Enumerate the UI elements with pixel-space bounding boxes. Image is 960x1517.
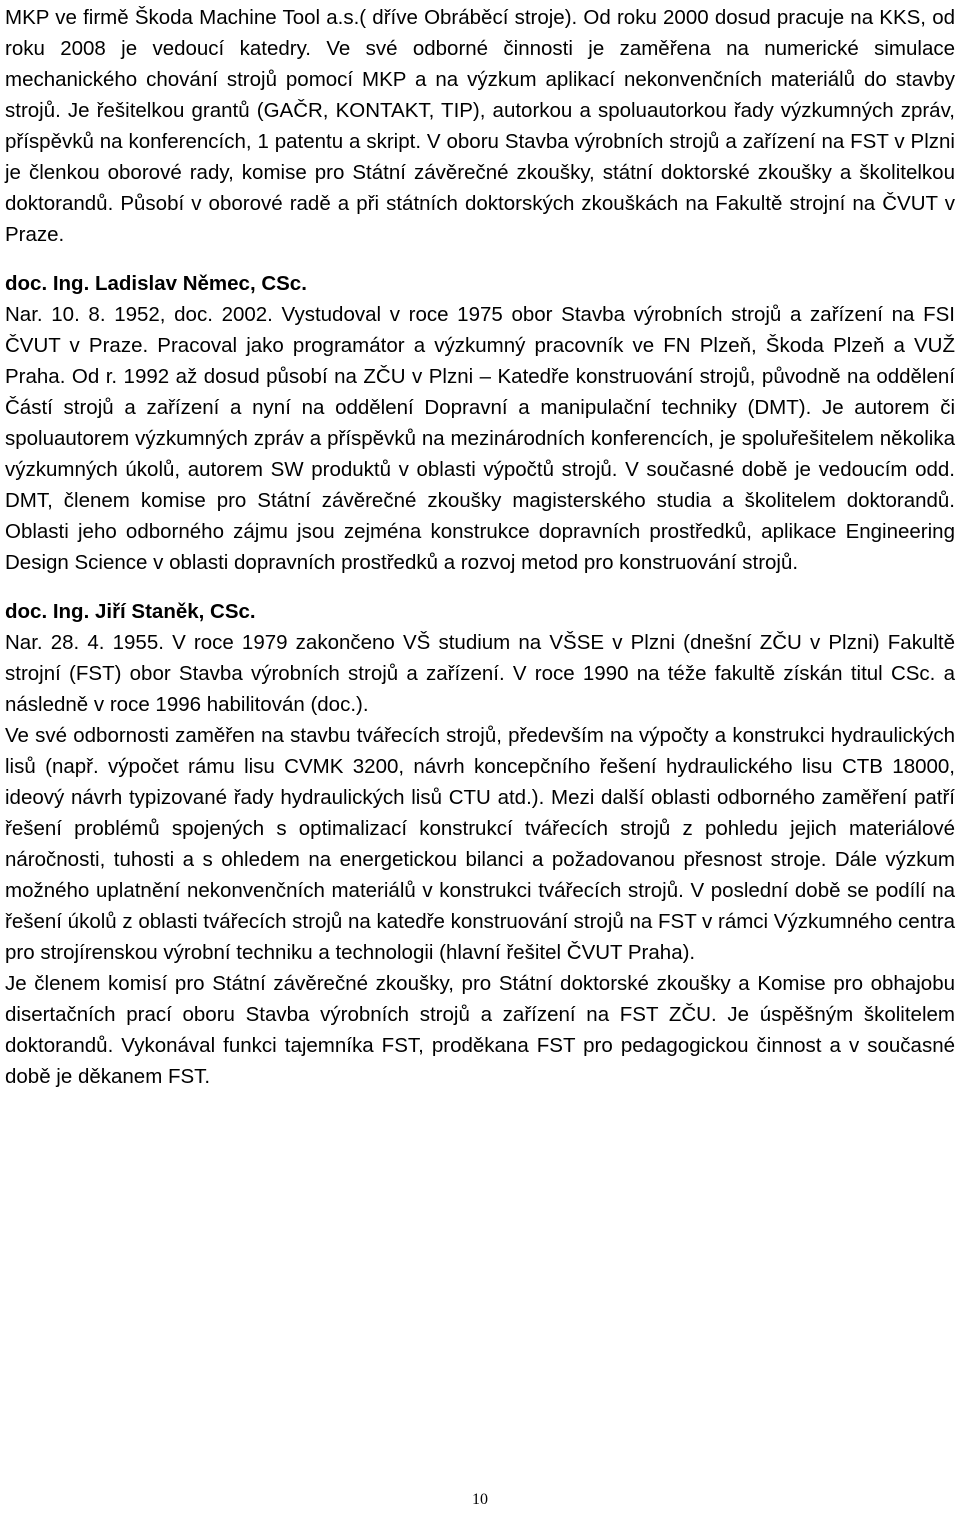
- person-name-stanek: doc. Ing. Jiří Staněk, CSc.: [5, 600, 256, 623]
- document-page: [5, 0, 955, 1092]
- person-bio-stanek-3: Je členem komisí pro Státní závěrečné zkoušky, pro Státní doktorské zkoušky a Komise pro obhajobu disertačních prací oboru Stavba výrobních strojů a zařízení na FST ZČU. Je úspěšným školitelem doktorandů. Vykonával funkci tajemníka FST, proděkana FST pro pedagogickou činnost a v současné době je děkanem FST.: [5, 972, 955, 1088]
- paragraph-intro: MKP ve firmě Škoda Machine Tool a.s.( dříve Obráběcí stroje). Od roku 2000 dosud pracuje na KKS, od roku 2008 je vedoucí katedry. Ve své odborné činnosti je zaměřena na numerické simulace mechanického chování strojů pomocí MKP a na výzkum aplikací nekonvenčních materiálů do stavby strojů. Je řešitelkou grantů (GAČR, KONTAKT, TIP), autorkou a spoluautorkou řady výzkumných zpráv, příspěvků na konferencích, 1 patentu a skript. V oboru Stavba výrobních strojů a zařízení na FST v Plzni je členkou oborové rady, komise pro Státní závěrečné zkoušky, státní doktorské zkoušky a školitelkou doktorandů. Působí v oborové radě a při státních doktorských zkouškách na Fakultě strojní na ČVUT v Praze.: [5, 6, 955, 246]
- page-number: 10: [472, 1491, 488, 1508]
- person-bio-nemec: Nar. 10. 8. 1952, doc. 2002. Vystudoval v roce 1975 obor Stavba výrobních strojů a zařízení na FSI ČVUT v Praze. Pracoval jako programátor a výzkumný pracovník ve FN Plzeň, Škoda Plzeň a VUŽ Praha. Od r. 1992 až dosud působí na ZČU v Plzni – Katedře konstruování strojů, původně na oddělení Částí strojů a zařízení a nyní na oddělení Dopravní a manipulační techniky (DMT). Je autorem či spoluautorem výzkumných zpráv a příspěvků na mezinárodních konferencích, je spoluřešitelem několika výzkumných úkolů, autorem SW produktů v oblasti výpočtů strojů. V současné době je vedoucím odd. DMT, členem komise pro Státní závěrečné zkoušky magisterského studia a školitelem doktorandů. Oblasti jeho odborného zájmu jsou zejména konstrukce dopravních prostředků, aplikace Engineering Design Science v oblasti dopravních prostředků a rozvoj metod pro konstruování strojů.: [5, 303, 955, 574]
- person-name-nemec: doc. Ing. Ladislav Němec, CSc.: [5, 272, 307, 295]
- person-bio-stanek-1: Nar. 28. 4. 1955. V roce 1979 zakončeno VŠ studium na VŠSE v Plzni (dnešní ZČU v Plzni) Fakultě strojní (FST) obor Stavba výrobních strojů a zařízení. V roce 1990 na téže fakultě získán titul CSc. a následně v roce 1996 habilitován (doc.).: [5, 631, 955, 716]
- person-bio-stanek-2: Ve své odbornosti zaměřen na stavbu tvářecích strojů, především na výpočty a konstrukci hydraulických lisů (např. výpočet rámu lisu CVMK 3200, návrh koncepčního řešení hydraulického lisu CTB 18000, ideový návrh typizované řady hydraulických lisů CTU atd.). Mezi další oblasti odborného zaměření patří řešení problémů spojených s optimalizací konstrukcí tvářecích strojů z pohledu jejich materiálové náročnosti, tuhosti a s ohledem na energetickou bilanci a požadovanou přesnost stroje. Dále výzkum možného uplatnění nekonvenčních materiálů v konstrukci tvářecích strojů. V poslední době se podílí na řešení úkolů z oblasti tvářecích strojů na katedře konstruování strojů na FST v rámci Výzkumného centra pro strojírenskou výrobní techniku a technologii (hlavní řešitel ČVUT Praha).: [5, 724, 955, 964]
